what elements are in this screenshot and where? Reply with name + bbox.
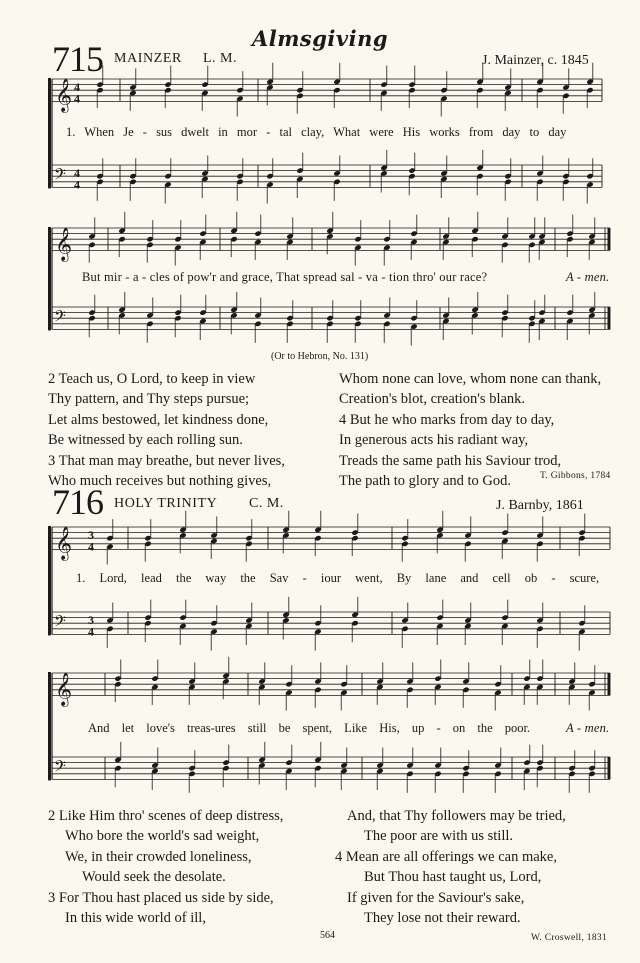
- system-brace: [48, 526, 51, 635]
- meter: L. M.: [203, 51, 237, 66]
- amen-lyric: A - men.: [566, 721, 610, 735]
- final-barline: [608, 673, 611, 695]
- verse-line: And, that Thy followers may be tried,: [347, 808, 566, 824]
- system-brace: [48, 78, 51, 188]
- treble-clef: 𝄞: [55, 671, 73, 706]
- composer: J. Barnby, 1861: [496, 498, 584, 513]
- verse-line: But Thou hast taught us, Lord,: [364, 869, 542, 886]
- verse-line: Let alms bestowed, let kindness done,: [48, 411, 269, 428]
- verse-line: They lose not their reward.: [364, 910, 521, 927]
- treble-clef: 𝄞: [55, 226, 73, 261]
- final-barline: [608, 228, 611, 250]
- time-signature: 3: [88, 613, 94, 628]
- final-barline: [608, 757, 611, 779]
- verse-line: We, in their crowded loneliness,: [65, 848, 252, 865]
- lyric-line-1: 1. Lord, lead the way the Sav - iour went, By lane and cell ob - scure,: [76, 571, 600, 585]
- author-credit: T. Gibbons, 1784: [540, 471, 611, 481]
- treble-clef: 𝄞: [55, 77, 73, 112]
- time-signature: 4: [74, 166, 80, 181]
- verse-line: The poor are with us still.: [364, 828, 514, 845]
- verse-line: Who much receives but nothing gives,: [48, 473, 272, 490]
- page-number: 564: [320, 930, 335, 941]
- time-signature: 4: [88, 539, 94, 554]
- bass-clef: 𝄢: [54, 165, 66, 187]
- bass-clef: 𝄢: [54, 307, 66, 329]
- treble-clef: 𝄞: [55, 525, 73, 560]
- lyric-line-1: 1. When Je - sus dwelt in mor - tal clay, What were His works from day to day: [66, 125, 567, 139]
- bass-clef: 𝄢: [54, 757, 66, 779]
- verse-line: The path to glory and to God.: [339, 473, 511, 490]
- time-signature: 4: [74, 91, 80, 106]
- final-barline: [608, 307, 611, 329]
- tune-name: MAINZER: [114, 51, 182, 66]
- time-signature: 3: [88, 528, 94, 543]
- verse-line: 4 But he who marks from day to day,: [339, 411, 555, 428]
- verse-line: 2 Like Him thro' scenes of deep distress,: [48, 808, 284, 824]
- alternate-tune-note: (Or to Hebron, No. 131): [271, 351, 369, 362]
- verse-line: Treads the same path his Saviour trod,: [339, 452, 562, 469]
- verse-line: If given for the Saviour's sake,: [347, 889, 525, 906]
- verse-line: 2 Teach us, O Lord, to keep in view: [48, 371, 256, 387]
- tune-name: HOLY TRINITY: [114, 496, 218, 511]
- verse-line: Creation's blot, creation's blank.: [339, 391, 526, 408]
- section-title: Almsgiving: [251, 26, 389, 51]
- verse-line: In this wide world of ill,: [65, 910, 206, 927]
- system-brace: [48, 227, 51, 330]
- hymn-number: 716: [52, 482, 103, 522]
- bass-clef: 𝄢: [54, 612, 66, 634]
- verse-line: Who bore the world's sad weight,: [65, 828, 260, 845]
- time-signature: 4: [74, 177, 80, 192]
- author-credit: W. Croswell, 1831: [531, 933, 607, 943]
- hymn-number: 715: [52, 39, 103, 79]
- verse-line: 3 That man may breathe, but never lives,: [48, 452, 285, 469]
- system-brace: [48, 672, 51, 780]
- time-signature: 4: [88, 624, 94, 639]
- lyric-line-2: And let love's treas-ures still be spent, Like His, up - on the poor.: [88, 721, 531, 735]
- verse-line: Be witnessed by each rolling sun.: [48, 432, 243, 449]
- verse-line: In generous acts his radiant way,: [339, 432, 529, 449]
- meter: C. M.: [249, 496, 284, 511]
- verse-line: 4 Mean are all offerings we can make,: [335, 848, 557, 865]
- verse-line: Thy pattern, and Thy steps pursue;: [48, 391, 250, 408]
- verse-line: 3 For Thou hast placed us side by side,: [48, 889, 274, 906]
- composer: J. Mainzer, c. 1845: [482, 53, 589, 68]
- lyric-line-2: But mir - a - cles of pow'r and grace, That spread sal - va - tion thro' our race?: [82, 270, 488, 284]
- amen-lyric: A - men.: [566, 270, 610, 284]
- verse-line: Whom none can love, whom none can thank,: [339, 371, 602, 387]
- verse-line: Would seek the desolate.: [82, 869, 226, 886]
- time-signature: 4: [74, 80, 80, 95]
